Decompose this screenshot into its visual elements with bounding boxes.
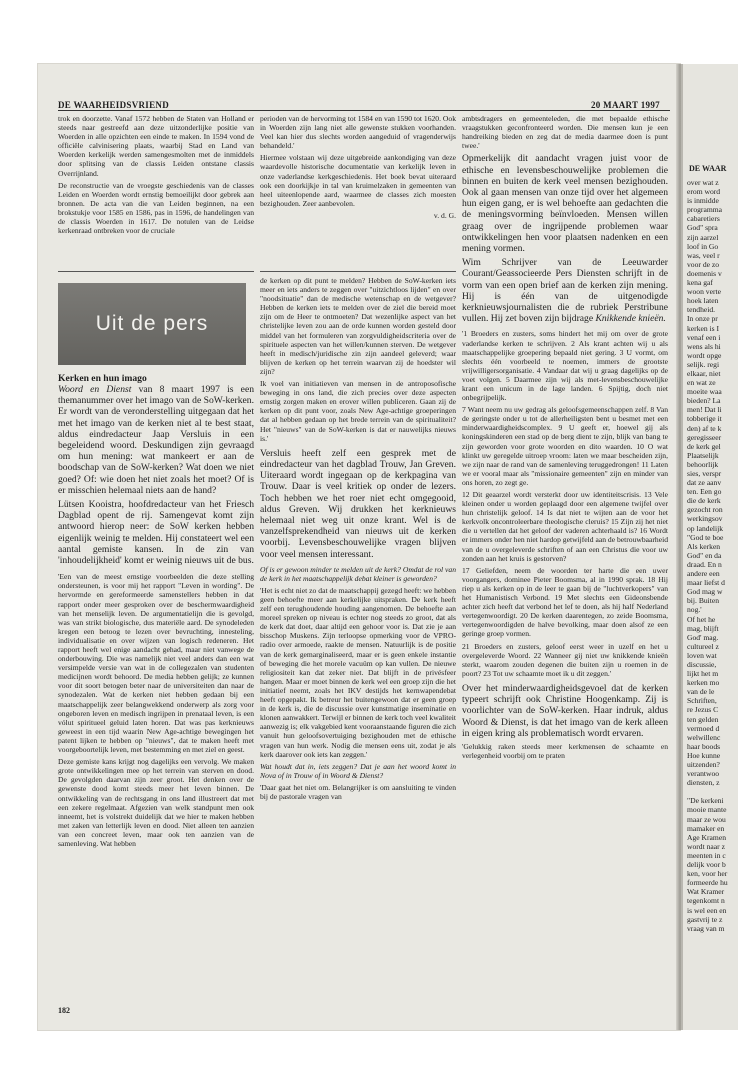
- paragraph: De reconstructie van de vroegste geschiedenis van de classes Leiden en Woerden wordt ernstig bemoeilijkt door gebrek aan bronnen. De acta van die van Leiden beginnen, na een brokstukje voor 1585 en 1586, pas in 1596, de handelingen van de classis Woerden in 1617. De notulen van de Leidse kerkenraad ontbreken voor de cruciale: [58, 180, 254, 236]
- next-page-line: van de le: [687, 687, 715, 697]
- next-page-header: DE WAAR: [689, 164, 727, 173]
- next-page-line: nog.': [687, 605, 702, 615]
- next-page-line: elkaar, niet: [687, 368, 721, 378]
- next-page-line: sies, verspr: [687, 469, 722, 478]
- next-page-line: andere een: [687, 569, 720, 579]
- next-page-line: wens als hi: [687, 341, 721, 351]
- next-page-line: op landelijk: [687, 523, 724, 533]
- column-3: [462, 114, 668, 763]
- author-signature: v. d. G.: [433, 210, 456, 220]
- section-divider: [58, 271, 254, 272]
- next-page-line: moeite waa: [687, 387, 722, 397]
- next-page-line: wordt opge: [687, 350, 722, 360]
- next-page-line: was, veel r: [687, 250, 720, 260]
- next-page-line: loven wat: [687, 650, 717, 660]
- column-2-article: [260, 276, 456, 804]
- next-page-column: [687, 178, 738, 933]
- quote-paragraph: 'Gelukkig raken steeds meer kerkmensen de schaamte en verlegenheid voorbij om te praten: [462, 741, 668, 760]
- quote-paragraph: de kerken op dit punt te melden? Hebben de SoW-kerken iets meer en iets anders te zeggen over "uitzichtloos lijden" en over "noodsituatie" dan de medische wetenschap en de wetgever? Hebben de kerken iets te melden over de ziel die bereid moet zijn om de Heer te ontmoeten? Dat wezenlijke aspect van het christelijke leven zou aan de orde kunnen worden gesteld door middel van het formuleren van zorgvuldigheidscriteria over de spirituele aspecten van het willen/kunnen sterven. De wetgever heeft in medisch/juridische zin zijn aandeel geleverd; waar blijven de kerken op het terrein waarvan zij de hoedster wil zijn?: [260, 276, 456, 376]
- next-page-line: kerken is I: [687, 323, 720, 333]
- next-page-line: ten. Een go: [687, 487, 722, 497]
- next-page-line: gastvrij te z: [687, 914, 723, 924]
- commentary-paragraph: Versluis heeft zelf een gesprek met de eindredacteur van het dagblad Trouw, Jan Greven. Uiteraard wordt ingegaan op de kerkpagina van Trouw. Daar is veel kritiek op onder de lezers. Toch hebben we het roer niet echt omgegooid, aldus Greven. Wij drukken het kerknieuws helemaal niet weg uit onze krant. Wel is de vanzelfsprekendheid van nieuws uit de kerken voorbij. Levensbeschouwelijke vragen blijven voor veel mensen interessant.: [260, 447, 456, 560]
- next-page-line: kena gaf: [687, 278, 713, 288]
- next-page-line: en wat ze: [687, 378, 716, 388]
- next-page-line: men! Dat li: [687, 405, 722, 415]
- next-page-line: vermoed d: [687, 723, 720, 733]
- next-page-line: God" spra: [687, 223, 718, 233]
- next-page-line: maar liefst d: [687, 578, 725, 588]
- next-page-line: discussie,: [687, 659, 717, 669]
- next-page-line: vraag van m: [687, 923, 725, 933]
- next-page-line: mamaker en: [687, 823, 725, 833]
- lead-source: Woord en Dienst: [58, 384, 132, 395]
- next-page-line: hoek laten: [687, 296, 719, 306]
- next-page-line: kerken mo: [687, 678, 720, 688]
- interview-question: Of is er gewoon minder te melden uit de kerk? Omdat de rol van de kerk in het maatschappelijk debat kleiner is geworden?: [260, 564, 456, 583]
- commentary-paragraph: Opmerkelijk dit aandacht vragen juist voor de ethische en levensbeschouwelijke problemen die binnen en buiten de kerk veel mensen bezighouden. Ook al gaan mensen van onze tijd over het algemeen hun eigen gang, er is wel behoefte aan gedachten die de meningsvorming beïnvloeden. Mensen willen graag over de ingrijpende problemen waar ontwikkelingen hen voor plaatsen nadenken en een mening vormen.: [462, 153, 668, 254]
- next-page-line: Als kerken: [687, 541, 721, 551]
- commentary-text: Wim Schrijver van de Leeuwarder Courant/Geassocieerde Pers Diensten schrijft in de vorm van een open brief aan de kerken zijn mening. Hij is één van de uitgenodigde kerknieuwsjournalisten die de rubriek Perstribune vullen. Hij zet boven zijn bijdrage: [462, 257, 668, 325]
- next-page-line: programma: [687, 205, 723, 215]
- next-page-line: zijn aarzel: [687, 232, 719, 242]
- next-page-line: voor de zo: [687, 259, 720, 269]
- paragraph: Hiermee volstaan wij deze uitgebreide aankondiging van deze waardevolle historische documentatie van kerkelijk leven in onze vaderlandse kerkgeschiedenis. Het boek bevat uiteraard ook een doorkijkje in tal van kruimelzaken in gemeenten van heel uiteenlopende aard, waarmee de classes zich moesten bezighouden. Zeer aanbevolen.: [260, 153, 456, 208]
- next-page-line: werkingsov: [687, 514, 723, 524]
- next-page-line: lijkt het m: [687, 669, 719, 679]
- next-page-line: is wel een en: [687, 905, 727, 915]
- quote-paragraph: 21 Broeders en zusters, geloof eerst weer in uzelf en het u overgeleverde Woord. 22 Wanneer gij niet uw knikkende knieën sterkt, waarom zouden degenen die buiten zijn u roemen in de poort? 23 Tot uw schaamte moet ik u dit zeggen.': [462, 641, 668, 678]
- next-page-line: woon verte: [687, 287, 721, 297]
- next-page-line: draad. En n: [687, 559, 722, 569]
- next-page-line: bieden? La: [687, 396, 721, 406]
- next-page-line: wordt naar z: [687, 841, 725, 851]
- next-page-line: haar boods: [687, 741, 721, 751]
- next-page-line: de kerk gel: [687, 441, 721, 451]
- next-page-line: tegenkomt n: [687, 896, 725, 906]
- lead-paragraph-2: Lütsen Kooistra, hoofdredacteur van het Friesch Dagblad opent de rij. Samengevat komt zijn antwoord hierop neer: de SoW kerken hebben eigenlijk weinig te melden. Hij constateert wel een aantal gemiste kansen. In de zin van 'inhoudelijkheid' komt er weinig nieuws uit de bus.: [58, 499, 254, 567]
- next-page-line: delijk voor b: [687, 860, 726, 870]
- next-page-line: "God te boe: [687, 532, 724, 542]
- paragraph: ambtsdragers en gemeenteleden, die met bepaalde ethische vraagstukken geconfronteerd worden. Die mensen kun je een handreiking bieden en zeg dat de media daarmee doen is punt twee.': [462, 114, 668, 151]
- next-page-line: den) af te k: [687, 423, 722, 433]
- next-page-line: gezocht ron: [687, 505, 723, 515]
- next-page-line: ken, voor her: [687, 869, 728, 879]
- article-heading: Kerken en hun imago: [58, 373, 147, 384]
- next-page-line: behoorlijk: [687, 459, 719, 469]
- next-page-line: cultureel z: [687, 641, 719, 651]
- next-page-line: "De kerkeni: [687, 796, 724, 806]
- next-page-edge: [681, 64, 738, 1030]
- banner-title: Uit de pers: [95, 312, 209, 335]
- next-page-line: welwillenc: [687, 732, 721, 742]
- next-page-line: Of het he: [687, 614, 716, 624]
- next-page-line: tendheid.: [687, 305, 716, 315]
- paragraph: trok en doorzette. Vanaf 1572 hebben de Staten van Holland er steeds naar gestreefd aan deze uitzonderlijke positie van Woerden in alle opzichten een einde te maken. In 1594 vond de officiële calvinisering plaats, waarbij Stad en Land van Woerden kerkelijk werden samengesmolten met de inmiddels door splitsing van de classis Leiden ontstane classis Overrijnland.: [58, 114, 254, 178]
- quote-paragraph: 'Een van de meest ernstige voorbeelden die deze stelling ondersteunen, is voor mij het rapport "Leven in wording". De hervormde en gereformeerde samenstellers hebben in dat rapport onder meer gesproken over de beschermwaardigheid van het menselijk leven. De argumentatielijn die is gevolgd, was van strikt biologische, dus materiële aard. De synodeleden kregen een betoog te lezen over bevruchting, innesteling, individualisatie en over wijzen van logisch redeneren. Het rapport heeft wel enige aandacht gehad, maar niet vanwege de onderbouwing. Die was namelijk niet veel anders dan een wat versimpelde versie van wat in de collegezalen van studenten medicijnen wordt behoord. De media hebben gelijk; ze kunnen voor dit soort betogen beter naar de universiteiten dan naar de synodezalen. Wat de kerken niet hebben gedaan bij een maatschappelijk zeer belangwekkend onderwerp als zorg voor ongeboren leven en medisch ingrijpen in prenataal leven, is een vólut spiritueel geluid laten horen. Dat was pas kerknieuws geweest in een tijd waarin New Age-achtige bewegingen het patent lijken te hebben op "nieuws", dat te maken heeft met voorgeboortelijk leven, met bestemming en met ziel en geest.: [58, 572, 254, 755]
- commentary-paragraph: Over het minderwaardigheidsgevoel dat de kerken typeert schrijft ook Christine Hoogenkamp. Zij is voorlichter van de SoW-kerken. Haar indruk, aldus Woord & Dienst, is dat het imago van de kerk alleen in eigen kring als problematisch wordt ervaren.: [462, 682, 668, 739]
- next-page-line: meenten in c: [687, 850, 726, 860]
- next-page-line: dat ze aanv: [687, 478, 722, 488]
- quote-paragraph: Ik voel van initiatieven van mensen in de antroposofische beweging in ons land, die zich precies over deze aspecten ernstig zorgen maken en erover willen publiceren. Gaan zij de kerken op dit punt voor, zoals New Age-achtige groeperingen dat al hebben gedaan op het brede terrein van de spiritualiteit? Het "nieuws" van de SoW-kerken is dat er nauwelijks nieuws is.': [260, 379, 456, 443]
- next-page-line: uitzenden?: [687, 760, 720, 769]
- next-page-line: re Jezus C: [687, 705, 719, 715]
- lead-paragraph: [58, 384, 254, 496]
- interview-question: Wat houdt dat in, iets zeggen? Dat je aan het woord komt in Nova of in Trouw of in Woord & Dienst?: [260, 761, 456, 780]
- interview-answer: 'Het is echt niet zo dat de maatschappij gezegd heeft: we hebben geen behoefte meer aan kerkelijke uitspraken. De kerk heeft zelf een terughoudende houding aangenomen. De behoefte aan moreel spreken op niveau is echter nog steeds zo groot, dat als de kerk dat doet, daar altijd een gehoor voor is. Dat zie je aan bisschop Muskens. Zijn terloopse opmerking voor de VPRO-radio over armoede, raakte de mensen. Natuurlijk is de positie van de kerk gemarginaliseerd, maar er is geen enkele instantie of beweging die het morele vacuüm op kan vullen. De nieuwe religiositeit kan dat zeker niet. Dat blijft in de privésfeer hangen. Maar er moet binnen de kerk wel een groep zijn die het initiatief neemt, zoals het IKV destijds het kernwapendebat heeft opgepakt. Ik betreur het buitengewoon dat er geen groep in de kerk is, die de discussie over kunstmatige inseminatie en klonen aanwakkert. Terwijl er binnen de kerk toch veel kwaliteit aanwezig is; elk vakgebied kent vooraanstaande figuren die zich vanuit hun geloofsovertuiging bezighouden met de ethische vragen van hun werk. Nodig die mensen eens uit, zodat je als kerk daarover ook iets kan zeggen.': [260, 585, 456, 759]
- section-divider: [260, 271, 456, 272]
- next-page-line: geregisseer: [687, 432, 722, 442]
- next-page-line: In onze pr: [687, 314, 718, 324]
- column-2: [260, 114, 456, 223]
- next-page-line: selijk. regi: [687, 359, 720, 369]
- next-page-line: Wat Kramer: [687, 887, 725, 897]
- next-page-line: maar ze wou: [687, 814, 726, 824]
- next-page-line: tobberige it: [687, 414, 722, 424]
- magazine-title: DE WAARHEIDSVRIEND: [58, 100, 170, 110]
- next-page-line: diensten, z: [687, 778, 720, 788]
- section-banner: [58, 283, 246, 365]
- quote-paragraph: 7 Want neem nu uw gedrag als geloofsgemeenschappen zelf. 8 Van de geringste onder u tot de allerheiligsten bent u besmet met een minderwaardigheidscomplex. 9 U geeft er, hoewel gij als koningskinderen een stad op de berg dient te zijn, blijk van bang te zijn geworden voor grote woorden en dito waarden. 10 O wat klinkt uw geregelde uitroep vroom: laten we maar bescheiden zijn, we zijn naar de rand van de samenleving teruggedrongen! 11 Laten we er vooral maar als "missionaire gemeenten" zijn en minder van ons horen, zo zegt ge.: [462, 405, 668, 487]
- next-page-line: over wat z: [687, 178, 719, 187]
- next-page-line: ten gelden: [687, 714, 719, 724]
- next-page-line: God' mag.: [687, 632, 719, 642]
- column-1-article: [58, 373, 254, 851]
- next-page-line: formeerde hu: [687, 878, 728, 888]
- next-page-line: is inmidde: [687, 196, 719, 206]
- article-title-ref: Knikkende knieën.: [595, 313, 666, 325]
- quote-paragraph: 12 Dit geaarzel wordt versterkt door uw identiteitscrisis. 13 Vele kleinen onder u worden geplaagd door een algemene twijfel over hun christelijk geloof. 14 Is dat niet te wijten aan de voor het kerkvolk oncontroleerbare theologische cleruis? 15 Zijn zij het niet die u vertellen dat het geloof der vaderen achterhaald is? 16 Wordt er immers onder hen niet hardop getwijfeld aan de betrouwbaarheid van de u overgeleverde schriften of aan een Christus die voor uw zonden aan het kruis is gestorven?: [462, 490, 669, 563]
- next-page-line: God mag w: [687, 587, 723, 597]
- header-rule: [58, 110, 670, 111]
- next-page-line: Schriften,: [687, 696, 717, 706]
- paragraph: perioden van de hervorming tot 1584 en van 1590 tot 1620. Ook in Woerden zijn lang niet alle gewenste stukken voorhanden. Veel kan hier dus slechts worden aangeduid of vragenderwijs behandeld.': [260, 114, 456, 151]
- next-page-line: erom word: [687, 187, 721, 197]
- next-page-line: mooie mante: [687, 805, 727, 815]
- next-page-line: loof in Go: [687, 241, 719, 251]
- next-page-line: verantwoo: [687, 769, 720, 779]
- quote-paragraph: Deze gemiste kans krijgt nog dagelijks een vervolg. We maken grote ontwikkelingen mee op het terrein van sterven en dood. De gevolgden daarvan zijn zeer groot. Het denken over de gewenste dood komt steeds meer het leven binnen. De ontwikkeling van de rechtsgang in ons land illustreert dat met een zekere regelmaat. Afgezien van welk standpunt men ook inneemt, het is volstrekt duidelijk dat we hier te maken hebben met zaken van letterlijk leven en dood. Niet alleen ten aanzien van een concreet leven, maar ook ten aanzien van de samenleving. Wat hebben: [58, 757, 254, 848]
- commentary-paragraph: [462, 257, 668, 324]
- next-page-line: venaf een i: [687, 332, 721, 342]
- column-1: [58, 114, 254, 238]
- next-page-line: Plaatselijk: [687, 450, 719, 460]
- quote-paragraph: '1 Broeders en zusters, soms hindert het mij om over de grote vaderlandse kerken te schrijven. 2 Als krant achten wij u als maatschappelijke groepering bepaald niet gering. 3 U vormt, om slechts één voorbeeld te noemen, immers de grootste vrijwilligersorganisatie. 4 Vandaar dat wij u graag dagelijks op de voet volgen. 5 Daarmee zijn wij als met-levensbeschouwelijke krant een unicum in de lage landen. 6 Spijtig, doch niet onbegrijpelijk.: [462, 329, 668, 403]
- next-page-line: Age Kramen: [687, 832, 727, 842]
- issue-date: 20 MAART 1997: [591, 100, 660, 110]
- next-page-line: die de kerk: [687, 496, 721, 506]
- next-page-line: mag, blijft: [687, 623, 719, 633]
- quote-paragraph: 17 Geliefden, neem de woorden ter harte die een uwer voorgangers, dominee Pieter Boomsma, al in 1990 sprak. 18 Hij riep u als kerken op in de leer te gaan bij de "luchtverkopers" van het Humanistisch Verbond. 19 Met slechts een Gideonsbende achter zich heeft dat verbond het lef te doen, als hij half Nederland vertegenwoordigt. 20 De kerken daarentegen, zo zeide Boomsma, vertegenwoordigden de halve bevolking, maar doen alsof ze een geringe groep vormen.: [462, 565, 668, 639]
- next-page-line: Hoe kunne: [687, 750, 721, 760]
- next-page-line: doemenis v: [687, 268, 722, 278]
- next-page-line: bij. Buiten: [687, 596, 720, 606]
- next-page-line: God" en da: [687, 550, 722, 560]
- next-page-line: cabaretiers: [687, 214, 720, 224]
- page-number: 182: [58, 1006, 70, 1015]
- interview-answer: 'Daar gaat het niet om. Belangrijker is om aansluiting te vinden bij de pastorale vragen van: [260, 782, 456, 801]
- next-page-line: [687, 787, 738, 796]
- lead-text: van 8 maart 1997 is een themanummer over het imago van de SoW-kerken. Er wordt van de veronderstelling uitgegaan dat het met het imago van de kerken niet al te best staat, aldus eindredacteur Jaap Versluis in een begeleidend woord. Deskundigen zijn gevraagd om hun mening: wat mankeert er aan de boodschap van de SoW-kerken? Wat doen we niet goed? Of: wie doen het niet zoals het moet? Of is er misschien helemaal niets aan de hand?: [58, 384, 254, 496]
